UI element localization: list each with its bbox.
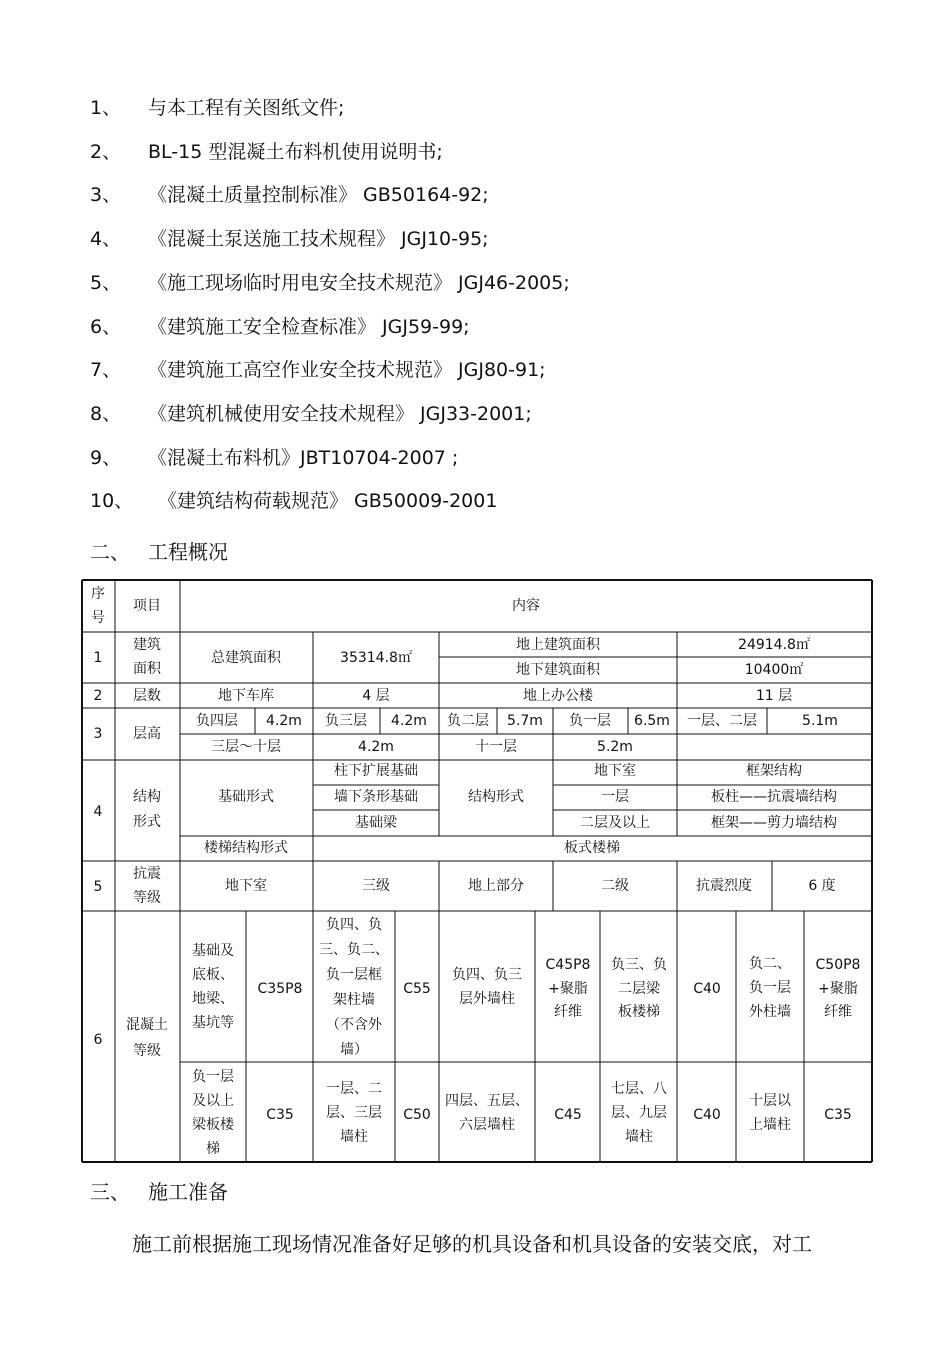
table-cell: 5.2m: [597, 739, 633, 755]
table-cell: C40: [693, 1107, 721, 1123]
table-cell: 负一层: [569, 713, 611, 729]
table-cell: C40: [693, 981, 721, 997]
table-cell: 5.7m: [507, 713, 543, 729]
table-cell: 建筑: [133, 637, 161, 653]
table-cell: 三、负二、: [319, 942, 389, 958]
table-cell: 号: [91, 610, 105, 626]
reference-item: 6、 《建筑施工安全检查标准》 JGJ59-99;: [90, 316, 470, 338]
reference-item: 2、 BL-15 型混凝土布料机使用说明书;: [90, 141, 443, 163]
table-cell: 负三、负: [611, 957, 667, 973]
table-cell: 墙柱: [340, 1129, 368, 1145]
table-cell: 6 度: [808, 878, 836, 894]
table-cell: 板楼梯: [618, 1004, 660, 1020]
section-heading-preparation: 三、 施工准备: [90, 1180, 228, 1204]
table-cell: 结构: [133, 789, 161, 805]
section-heading-overview: 二、 工程概况: [90, 540, 228, 564]
table-cell: 抗震烈度: [696, 878, 752, 894]
table-cell: 负四、负三: [452, 967, 522, 983]
table-cell: 负四、负: [326, 917, 382, 933]
table-cell: 负三层: [325, 713, 367, 729]
body-paragraph: 施工前根据施工现场情况准备好足够的机具设备和机具设备的安装交底，对工: [132, 1232, 812, 1256]
table-cell: 结构形式: [468, 789, 524, 805]
table-cell: 24914.8㎡: [738, 637, 810, 653]
table-cell: 七层、八: [611, 1081, 667, 1097]
table-cell: 层数: [133, 688, 161, 704]
reference-item: 9、 《混凝土布料机》JBT10704-2007 ;: [90, 447, 459, 469]
table-cell: 二层及以上: [580, 815, 650, 831]
table-cell: 面积: [133, 661, 161, 677]
table-cell: 10400㎡: [744, 662, 804, 678]
table-cell: 三级: [362, 878, 390, 894]
table-cell: 等级: [133, 1043, 161, 1059]
table-cell: 1: [93, 650, 103, 666]
table-cell: 地梁、: [192, 991, 234, 1007]
table-cell: 外柱墙: [749, 1004, 791, 1020]
table-cell: 4.2m: [391, 713, 427, 729]
reference-item: 8、 《建筑机械使用安全技术规程》 JGJ33-2001;: [90, 403, 532, 425]
table-cell: 一层、二: [326, 1081, 382, 1097]
table-cell: 5: [93, 879, 103, 895]
table-cell: 负一层: [192, 1069, 234, 1085]
table-cell: 板式楼梯: [564, 840, 620, 856]
table-cell: 基础及: [192, 943, 234, 959]
table-cell: C50P8: [815, 957, 861, 973]
table-cell: 基础梁: [355, 815, 397, 831]
table-cell: 一层: [601, 789, 629, 805]
table-cell: 负四层: [196, 713, 238, 729]
table-cell: 二级: [601, 878, 629, 894]
table-cell: 负二、: [749, 956, 791, 972]
table-cell: 总建筑面积: [211, 650, 281, 666]
table-cell: 抗震: [133, 866, 161, 882]
table-cell: 上墙柱: [749, 1117, 791, 1133]
table-cell: 六层墙柱: [459, 1117, 515, 1133]
table-cell: 十层以: [749, 1093, 791, 1109]
table-cell: 地上部分: [468, 878, 524, 894]
table-cell: C35: [824, 1107, 852, 1123]
table-cell: 四层、五层、: [445, 1093, 529, 1109]
table-cell: 基坑等: [192, 1015, 234, 1031]
table-cell: 一层、二层: [687, 713, 757, 729]
table-cell: 及以上: [192, 1093, 234, 1109]
table-cell: 4 层: [362, 688, 390, 704]
table-cell: C50: [403, 1107, 431, 1123]
table-cell: C45: [554, 1107, 582, 1123]
table-cell: 项目: [133, 598, 161, 614]
table-cell: 6.5m: [634, 713, 670, 729]
table-cell: 5.1m: [802, 713, 838, 729]
table-cell: 楼梯结构形式: [204, 840, 288, 856]
reference-item: 7、 《建筑施工高空作业安全技术规范》 JGJ80-91;: [90, 359, 546, 381]
table-cell: 梯: [206, 1141, 220, 1157]
table-cell: 架柱墙: [333, 992, 375, 1008]
table-cell: 4.2m: [358, 739, 394, 755]
table-cell: 序: [91, 586, 105, 602]
table-cell: 十一层: [475, 739, 517, 755]
table-cell: C35: [266, 1107, 294, 1123]
table-cell: 4: [93, 804, 103, 820]
table-cell: 底板、: [192, 967, 234, 983]
table-cell: 梁板楼: [192, 1117, 234, 1133]
reference-item: 4、 《混凝土泵送施工技术规程》 JGJ10-95;: [90, 228, 489, 250]
table-cell: 等级: [133, 890, 161, 906]
table-cell: 地下建筑面积: [516, 662, 600, 678]
table-cell: +聚脂: [548, 981, 588, 997]
table-cell: 负一层框: [326, 967, 382, 983]
table-cell: 层外墙柱: [459, 991, 515, 1007]
table-cell: 11 层: [755, 688, 793, 704]
table-cell: （不含外: [326, 1017, 382, 1033]
table-cell: C45P8: [545, 957, 591, 973]
table-cell: 框架——剪力墙结构: [711, 815, 837, 831]
table-cell: 负一层: [749, 980, 791, 996]
table-cell: 柱下扩展基础: [334, 763, 418, 779]
table-cell: 墙柱: [625, 1129, 653, 1145]
table-cell: 层高: [133, 726, 161, 742]
table-cell: 纤维: [824, 1004, 852, 1020]
reference-item: 5、 《施工现场临时用电安全技术规范》 JGJ46-2005;: [90, 272, 570, 294]
table-cell: 框架结构: [746, 763, 802, 779]
table-cell: 地上建筑面积: [516, 637, 600, 653]
table-cell: 层、九层: [611, 1105, 667, 1121]
table-cell: 内容: [512, 598, 540, 614]
table-cell: 层、三层: [326, 1105, 382, 1121]
table-cell: 三层～十层: [211, 739, 281, 755]
reference-item: 10、 《建筑结构荷载规范》 GB50009-2001: [90, 490, 498, 512]
table-cell: 地下室: [225, 878, 267, 894]
table-cell: 混凝土: [126, 1017, 168, 1033]
reference-item: 3、 《混凝土质量控制标准》 GB50164-92;: [90, 184, 489, 206]
table-cell: 墙）: [340, 1042, 368, 1058]
table-cell: 6: [93, 1032, 103, 1048]
table-cell: 地下室: [594, 763, 636, 779]
table-cell: 4.2m: [266, 713, 302, 729]
table-cell: 二层梁: [618, 981, 660, 997]
table-cell: 板柱——抗震墙结构: [711, 789, 837, 805]
table-cell: 35314.8㎡: [340, 650, 412, 666]
table-cell: 地上办公楼: [523, 688, 593, 704]
table-cell: 2: [93, 688, 103, 704]
table-cell: 负二层: [447, 713, 489, 729]
table-cell: C35P8: [257, 981, 303, 997]
table-cell: C55: [403, 981, 431, 997]
table-cell: 墙下条形基础: [334, 789, 418, 805]
table-cell: 形式: [133, 814, 161, 830]
table-cell: 基础形式: [218, 789, 274, 805]
table-cell: +聚脂: [818, 981, 858, 997]
table-cell: 地下车库: [218, 688, 274, 704]
reference-item: 1、 与本工程有关图纸文件;: [90, 97, 345, 119]
table-cell: 3: [93, 726, 103, 742]
table-cell: 纤维: [554, 1004, 582, 1020]
